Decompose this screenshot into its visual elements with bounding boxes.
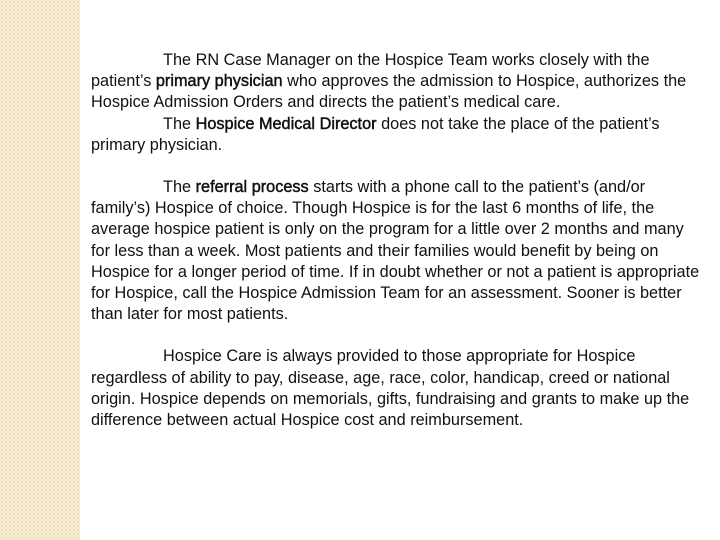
paragraph-hospice-care: Hospice Care is always provided to those appropriate for Hospice regardless of ability to pay, disease, age, race, color, handicap, creed or national origin. Hospice depends on memorials, gifts, fundraising and grants to make up the difference between actual Hospice cost and reimbursement. — [91, 347, 690, 430]
paragraph-spacer — [91, 325, 703, 346]
paragraph-text: The — [163, 114, 196, 133]
paragraph-text: does not take the place of the patient’s primary physician. — [91, 114, 660, 154]
emphasis-primary-physician: primary physician — [155, 72, 283, 91]
decorative-side-strip — [0, 0, 80, 540]
paragraph-rn-case-manager — [91, 50, 703, 114]
paragraph-referral-process — [91, 177, 703, 325]
emphasis-hospice-medical-director: Hospice Medical Director — [195, 114, 377, 133]
paragraph-text: starts with a phone call to the patient’s (and/or family’s) Hospice of choice. Though Hospice is for the last 6 months of life, the average hospice patient is only on the program for a little over 2 months and many for less than a week. Most patients and their families would benefit by being on Hospice for a longer period of time. If in doubt whether or not a patient is appropriate for Hospice, call the Hospice Admission Team for an assessment. Sooner is better than later for most patients. — [91, 178, 700, 324]
paragraph-text: The RN Case Manager on the Hospice Team works closely with the patient’s — [91, 51, 650, 91]
paragraph-text: who approves the admission to Hospice, authorizes the Hospice Admission Orders and directs the patient’s medical care. — [91, 72, 687, 112]
slide-body-text — [91, 50, 703, 431]
paragraph-spacer — [91, 156, 703, 177]
paragraph-medical-director — [91, 114, 703, 156]
emphasis-referral-process: referral process — [195, 178, 309, 197]
paragraph-text: The — [163, 178, 196, 197]
